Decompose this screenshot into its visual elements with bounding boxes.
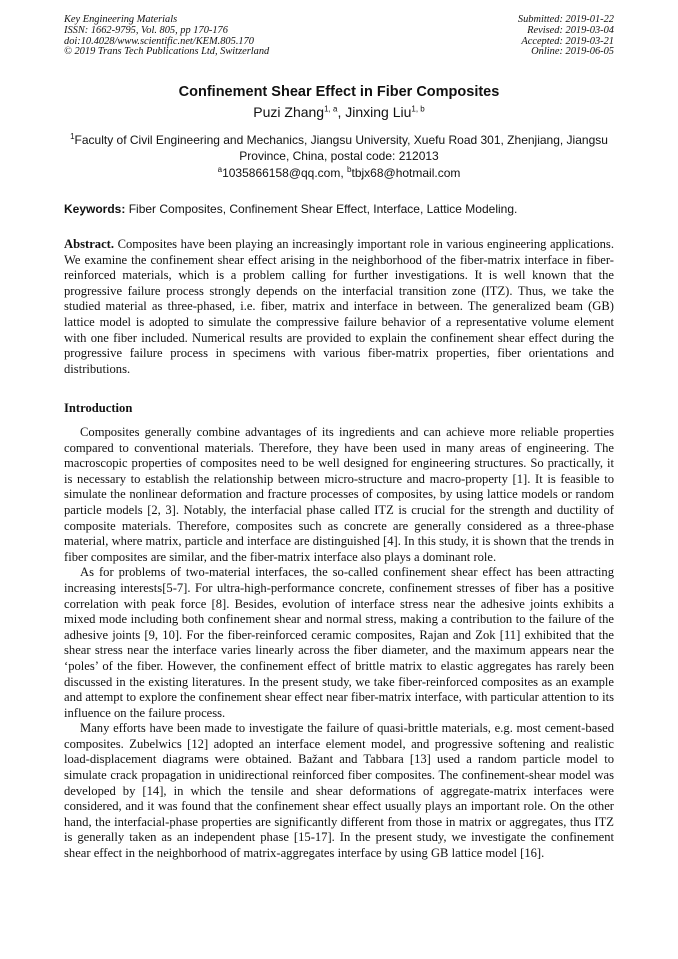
accepted-date: Accepted: 2019-03-21 [521, 35, 614, 47]
copyright-line: © 2019 Trans Tech Publications Ltd, Switzerland [64, 46, 270, 58]
issn-line: ISSN: 1662-9795, Vol. 805, pp 170-176 [64, 24, 228, 36]
author-affil-marker: 1, a [324, 104, 338, 114]
section-heading-introduction: Introduction [64, 401, 133, 415]
submitted-date: Submitted: 2019-01-22 [517, 14, 614, 25]
abstract-text: Composites have been playing an increasingly important role in various engineering applications. We examine the confinement shear effect arising in the neighborhood of the fiber-matrix interface in fiber-reinforced materials, which is a problem calling for further investigations. It is well known that the progressive failure process strongly depends on the interfacial transition zone (ITZ). Thus, we take the studied material as three-phased, i.e. fiber, matrix and interface in between. The generalized beam (GB) lattice model is adopted to simulate the compressive failure behavior of a representative volume element with one fiber included. Numerical results are provided to explain the confinement shear effect during the progressive failure process in specimens with various fiber-matrix properties, fiber orientations and distributions. [64, 237, 614, 376]
email-marker: b [347, 165, 352, 174]
affiliation-text: Faculty of Civil Engineering and Mechanics, Jiangsu University, Xuefu Road 301, Zhenjiang, Jiangsu Province, China, postal code: 212013 [74, 133, 608, 163]
online-date: Online: 2019-06-05 [531, 46, 614, 58]
abstract-label: Abstract. [64, 237, 115, 251]
paragraph: Many efforts have been made to investigate the failure of quasi-brittle materials, e.g. most cement-based composites. Zubelwics [12] adopted an interface element model, and progressive softening and realistic load-displacement diagrams were obtained. Bažant and Tabbara [13] used a random particle model to simulate crack propagation in unidirectional reinforced fiber composites. The confinement-shear model was developed by [14], in which the tensile and shear deformations of aggregate-matrix interfaces were considered, and it was found that the confinement shear effect usually plays an important role. On the other hand, the interfacial-phase properties are significantly different from those in matrix or aggregates, thus ITZ is generally taken as an independent phase [15-17]. In the present study, we investigate the confinement shear effect in the neighborhood of matrix-aggregates interface by using GB lattice model [16]. [64, 721, 614, 861]
revised-date: Revised: 2019-03-04 [527, 24, 614, 36]
author-affil-marker: 1, b [411, 104, 425, 114]
doi-line: doi:10.4028/www.scientific.net/KEM.805.170 [64, 35, 254, 47]
author-name: Jinxing Liu [345, 104, 412, 120]
author-separator: , [337, 104, 346, 120]
email-link[interactable]: 1035866158@qq.com, [222, 166, 348, 180]
publication-dates [518, 15, 614, 58]
author-name: Puzi Zhang [253, 104, 325, 120]
introduction-body [64, 425, 614, 862]
journal-info [64, 15, 269, 58]
keywords-text: Fiber Composites, Confinement Shear Effect, Interface, Lattice Modeling. [125, 202, 518, 216]
author-emails [0, 166, 678, 180]
keywords [64, 202, 614, 216]
email-marker: a [217, 165, 223, 174]
abstract [64, 237, 614, 377]
keywords-label: Keywords: [64, 202, 126, 216]
affil-marker: 1 [70, 132, 75, 141]
email-link[interactable]: tbjx68@hotmail.com [351, 166, 461, 180]
affiliation [64, 132, 614, 164]
paragraph: As for problems of two-material interfaces, the so-called confinement shear effect has been attracting increasing interests[5-7]. For ultra-high-performance concrete, confinement stresses of fiber has a positive correlation with peak force [8]. Besides, evolution of interface stress near the adhesive joints exhibits a mixed mode including both confinement shear and normal stress, making a contribution to the failure of the adhesive joints [9, 10]. For the fiber-reinforced ceramic composites, Rajan and Zok [11] exhibited that the shear stress near the interface varies linearly across the fiber diameter, and the maximum appears near the ‘poles’ of the fiber. However, the confinement effect of brittle matrix to elastic aggregates has rarely been discussed in the existing literatures. In the present study, we take fiber-reinforced composites as an example and attempt to explore the confinement shear effect near fiber-matrix interface, with particular attention to its influence on the failure process. [64, 565, 614, 720]
paper-title: Confinement Shear Effect in Fiber Composites [178, 84, 500, 100]
author-list [0, 104, 678, 120]
journal-name: Key Engineering Materials [64, 14, 178, 25]
paragraph: Composites generally combine advantages of its ingredients and can achieve more reliable properties compared to conventional materials. Therefore, they have been used in many areas of engineering. The macroscopic properties of composites need to be well designed for engineering structures. So practically, it is necessary to establish the relationship between micro-structure and macro-property [1]. It is feasible to simulate the nonlinear deformation and fracture processes of composites, by using lattice models or random particle models [2, 3]. Notably, the interfacial phase called ITZ is crucial for the strength and ductility of composite materials. Therefore, composites such as concrete are generally considered as a three-phase material, where matrix, particle and interface are distinguished [4]. In this study, it is shown that the trends in fiber composites are similar, and the fiber-matrix interface also plays a dominant role. [64, 425, 614, 564]
